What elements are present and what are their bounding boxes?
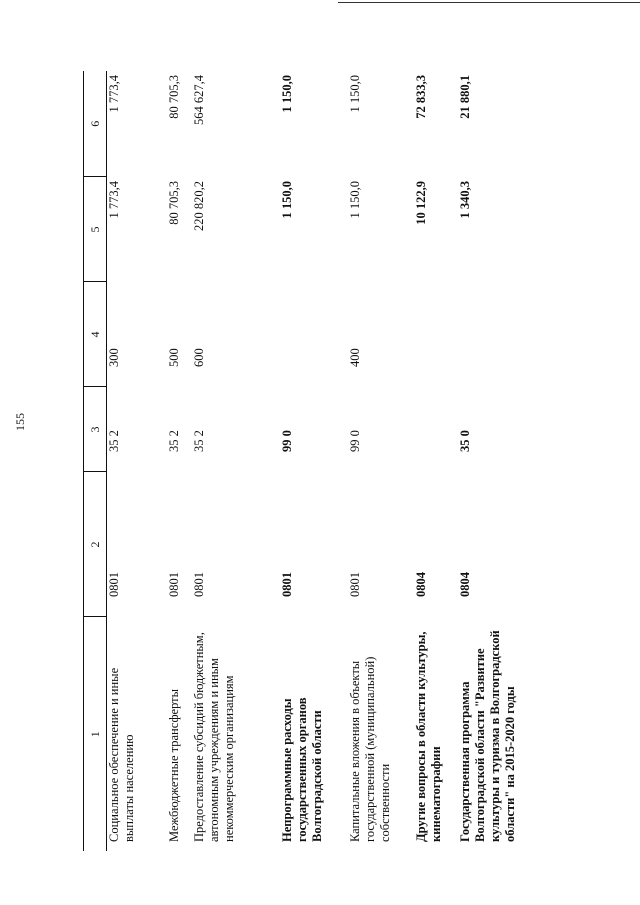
table-row (107, 71, 167, 851)
column-header: 5 (84, 177, 107, 282)
section-code: 0801 (347, 572, 362, 597)
amount-col5: 1 150,0 (347, 181, 362, 219)
amount-col5: 1 150,0 (279, 181, 294, 219)
row-name: Социальное обеспечение и иные выплаты населению (107, 667, 136, 842)
column-header: 1 (84, 617, 107, 851)
expense-type-code (414, 282, 458, 387)
amount-col5: 220 820,2 (191, 181, 206, 231)
expense-type-code (458, 282, 538, 387)
budget-table-container (83, 71, 623, 851)
section-code: 0804 (457, 572, 472, 597)
row-name: Межбюджетные трансферты (166, 688, 181, 842)
amount-col6: 80 705,3 (166, 75, 181, 119)
program-code: 35 2 (107, 430, 121, 452)
row-name: Предоставление субсидий бюджетным, автономным учреждениям и иным некоммерческим организациям (191, 632, 236, 842)
budget-table (83, 71, 538, 851)
table-header (84, 71, 107, 851)
program-code: 99 0 (347, 430, 362, 452)
amount-col6: 21 880,1 (457, 75, 472, 119)
program-code: 99 0 (279, 430, 294, 452)
program-code: 35 2 (166, 430, 181, 452)
table-row (280, 71, 348, 851)
expense-type-code: 600 (191, 348, 206, 367)
amount-col6: 564 627,4 (191, 75, 206, 125)
program-code: 35 2 (191, 430, 206, 452)
expense-type-code: 400 (347, 348, 362, 367)
row-name: Государственная программа Волгоградской области "Развитие культуры и туризма в Волгоградской области" на 2015-2020 годы (457, 630, 517, 842)
amount-col5: 80 705,3 (166, 181, 181, 225)
row-name: Другие вопросы в области культуры, кинематографии (413, 631, 443, 842)
row-name: Капитальные вложения в объекты государственной (муниципальной) собственности (347, 656, 392, 842)
amount-col6: 1 150,0 (347, 75, 362, 113)
column-header: 2 (84, 472, 107, 617)
section-code: 0801 (166, 572, 181, 597)
expense-type-code: 500 (166, 348, 181, 367)
column-header: 3 (84, 387, 107, 472)
column-header: 4 (84, 282, 107, 387)
program-code: 35 0 (457, 430, 472, 452)
amount-col5: 1 340,3 (457, 181, 472, 219)
header-row (84, 71, 107, 851)
amount-col6: 1 150,0 (279, 75, 294, 113)
section-code: 0801 (279, 572, 294, 597)
amount-col6: 1 773,4 (107, 75, 121, 113)
program-code (414, 387, 458, 472)
section-code: 0801 (107, 572, 121, 597)
table-row (167, 71, 192, 851)
table-row (458, 71, 538, 851)
amount-col5: 1 773,4 (107, 181, 121, 219)
section-code: 0804 (413, 572, 428, 597)
page-number: 155 (13, 413, 27, 431)
table-row (414, 71, 458, 851)
row-name: Непрограммные расходы государственных органов Волгоградской области (279, 697, 324, 842)
scan-edge-line (338, 2, 640, 3)
table-row (192, 71, 280, 851)
expense-type-code (280, 282, 348, 387)
amount-col5: 10 122,9 (413, 181, 428, 225)
expense-type-code: 300 (107, 348, 121, 367)
amount-col6: 72 833,3 (413, 75, 428, 119)
table-row (348, 71, 414, 851)
column-header: 6 (84, 71, 107, 177)
section-code: 0801 (191, 572, 206, 597)
